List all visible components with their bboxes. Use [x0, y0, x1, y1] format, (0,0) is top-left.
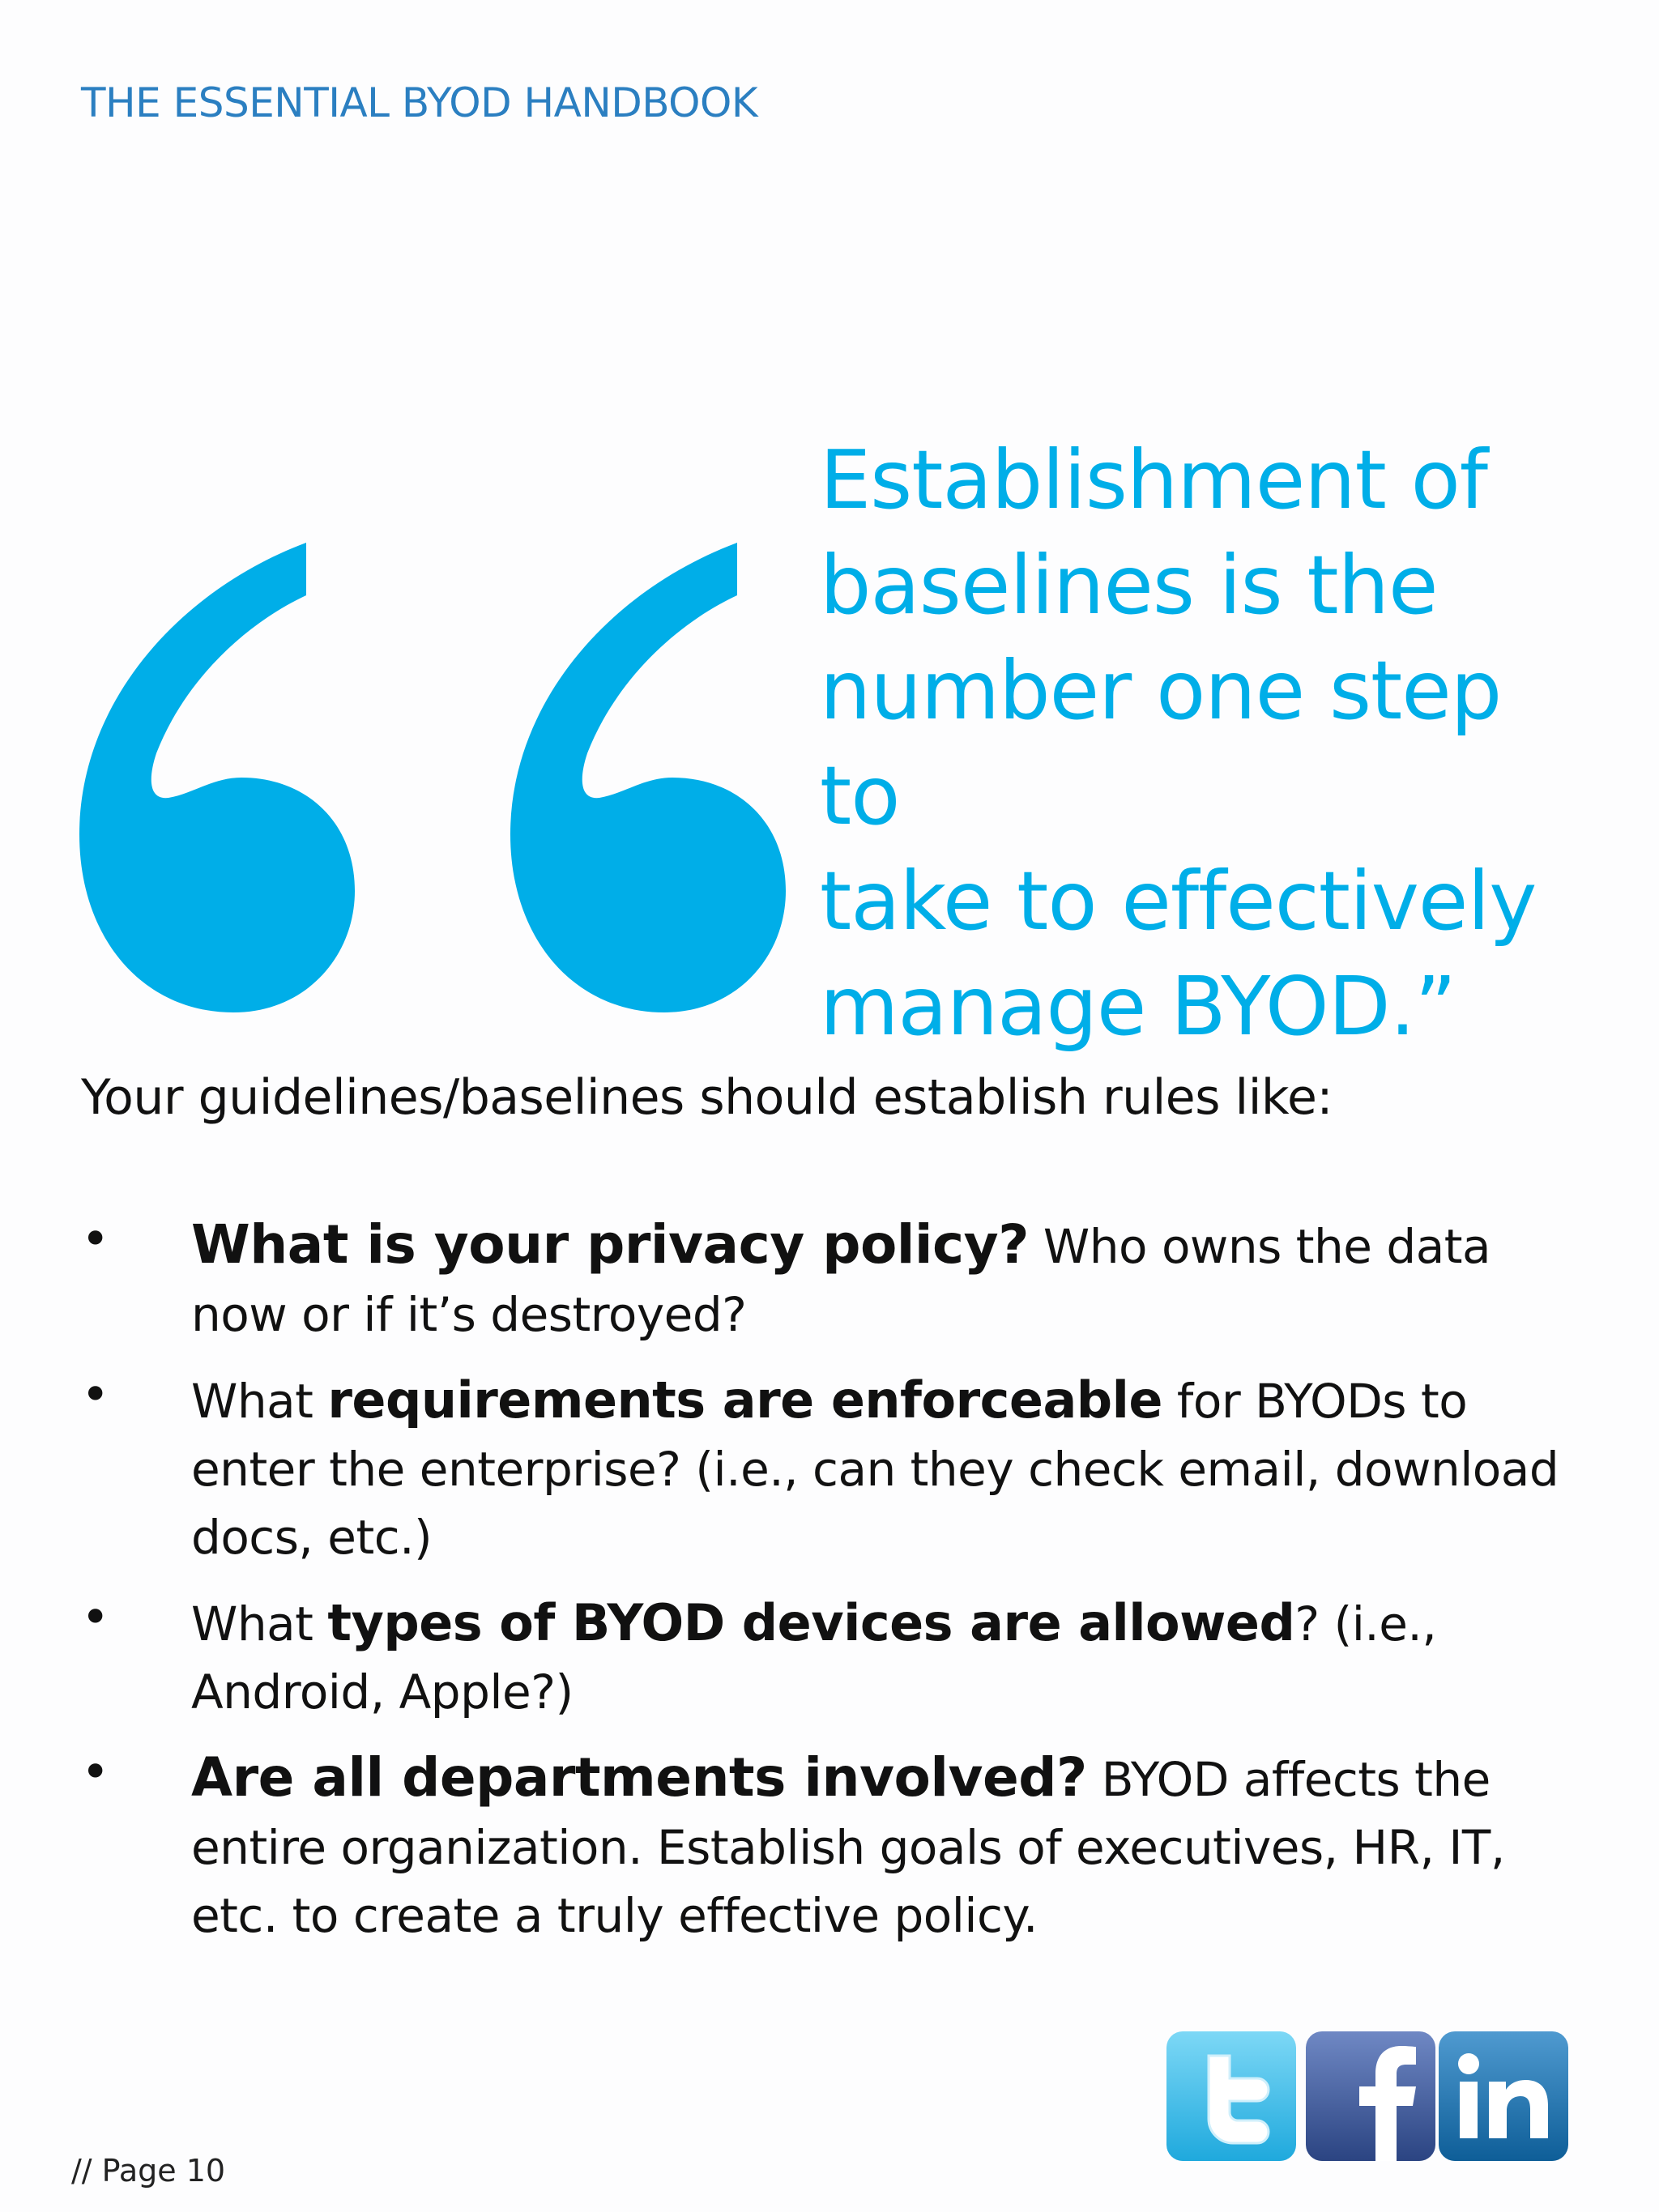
rule-pre: What — [191, 1374, 328, 1429]
rule-post: BYOD affects the entire organization. Establish goals of executives, HR, IT, etc. to create a truly effective policy. — [191, 1752, 1505, 1943]
rule-bold: Are all departments involved? — [191, 1746, 1087, 1809]
rule-bold: What is your privacy policy? — [191, 1213, 1029, 1276]
twitter-icon[interactable] — [1166, 2031, 1296, 2161]
bullet: • — [81, 1366, 110, 1423]
pull-quote-line: number one step to — [820, 643, 1502, 843]
page-number: // Page 10 — [71, 2153, 226, 2189]
list-item — [81, 1589, 1596, 1726]
pull-quote-line: manage BYOD.” — [820, 959, 1456, 1054]
pull-quote-line: Establishment of — [820, 433, 1487, 527]
bullet: • — [81, 1211, 110, 1268]
quote-mark-icon — [71, 535, 363, 1021]
running-header: THE ESSENTIAL BYOD HANDBOOK — [81, 79, 758, 126]
bullet: • — [81, 1744, 110, 1801]
facebook-icon[interactable] — [1306, 2031, 1435, 2161]
pull-quote-line: baselines is the — [820, 538, 1438, 633]
rules-list — [81, 1211, 1596, 1967]
rule-pre: What — [191, 1596, 328, 1652]
pull-quote-line: take to effectively — [820, 854, 1537, 948]
linkedin-icon[interactable] — [1439, 2031, 1568, 2161]
pull-quote — [820, 428, 1597, 1059]
intro-text: Your guidelines/baselines should establish rules like: — [81, 1069, 1333, 1126]
rule-bold: requirements are enforceable — [327, 1370, 1162, 1430]
rule-text — [191, 1744, 1596, 1950]
rule-post: ? (i.e., Android, Apple?) — [191, 1596, 1437, 1720]
list-item — [81, 1366, 1596, 1571]
rule-text — [191, 1589, 1596, 1726]
bullet: • — [81, 1589, 110, 1646]
list-item — [81, 1744, 1596, 1950]
rule-post: Who owns the data now or if it’s destroyed? — [191, 1219, 1491, 1342]
rule-bold: types of BYOD devices are allowed — [327, 1593, 1295, 1652]
rule-text — [191, 1366, 1596, 1571]
list-item — [81, 1211, 1596, 1349]
quote-mark-icon — [502, 535, 794, 1021]
rule-post: for BYODs to enter the enterprise? (i.e., can they check email, download docs, etc.) — [191, 1374, 1559, 1565]
rule-text — [191, 1211, 1596, 1349]
